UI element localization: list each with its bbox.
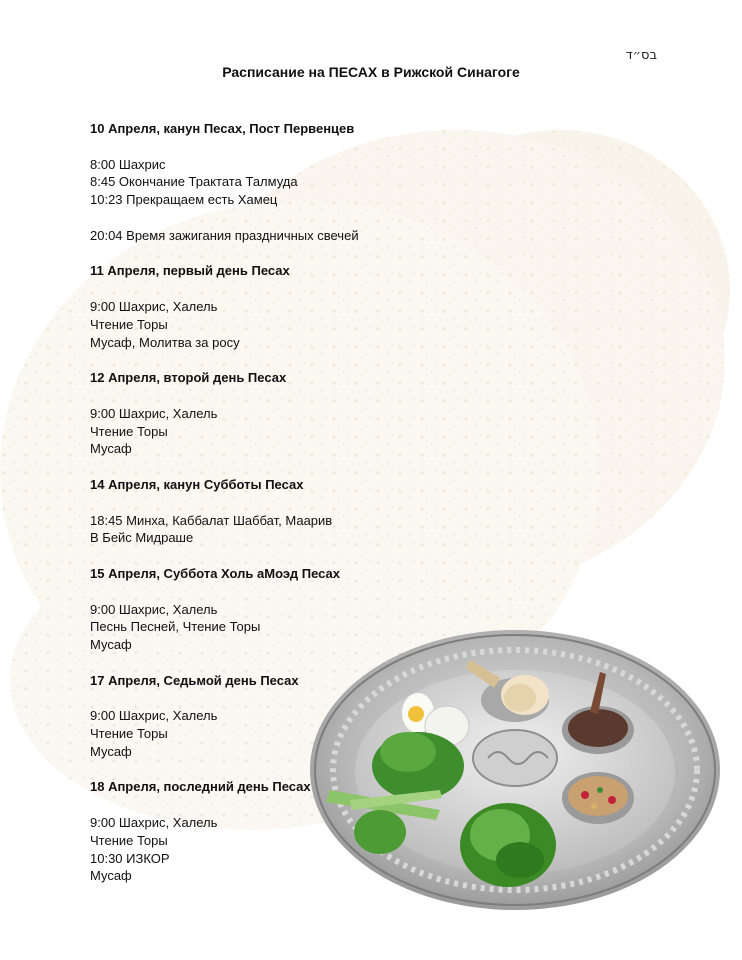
schedule-line: 9:00 Шахрис, Халель — [90, 601, 218, 617]
section-title: 18 Апреля, последний день Песах — [90, 779, 311, 795]
section-title: 10 Апреля, канун Песах, Пост Первенцев — [90, 121, 355, 136]
schedule-line: Чтение Торы — [90, 423, 168, 439]
section-title: 12 Апреля, второй день Песах — [90, 370, 287, 386]
hebrew-header-mark: בס״ד — [625, 48, 657, 63]
schedule-line: 9:00 Шахрис, Халель — [90, 815, 218, 831]
schedule-line: 8:00 Шахрис — [90, 156, 166, 172]
section-title: 14 Апреля, канун Субботы Песах — [90, 476, 304, 492]
spacer — [90, 209, 359, 227]
schedule-line: 9:00 Шахрис, Халель — [90, 405, 218, 421]
schedule-line: 20:04 Время зажигания праздничных свечей — [90, 227, 359, 243]
schedule-section — [90, 262, 359, 351]
schedule-line: В Бейс Мидраше — [90, 530, 194, 546]
schedule-line: Чтение Торы — [90, 726, 168, 742]
schedule-line: Чтение Торы — [90, 832, 168, 848]
schedule-line: 9:00 Шахрис, Халель — [90, 298, 218, 314]
schedule-line: 10:23 Прекращаем есть Хамец — [90, 192, 278, 208]
schedule-line: 9:00 Шахрис, Халель — [90, 708, 218, 724]
schedule-line: Мусаф, Молитва за росу — [90, 334, 240, 350]
schedule-section — [90, 120, 359, 245]
schedule-section — [90, 369, 359, 458]
section-title: 11 Апреля, первый день Песах — [90, 263, 290, 279]
schedule-section — [90, 476, 359, 547]
section-title: 15 Апреля, Суббота Холь аМоэд Песах — [90, 565, 340, 581]
schedule-line: Мусаф — [90, 637, 132, 653]
schedule-section — [90, 565, 359, 654]
schedule-line: 18:45 Минха, Каббалат Шаббат, Маарив — [90, 512, 333, 528]
schedule-line: Чтение Торы — [90, 316, 168, 332]
seder-plate-image — [310, 630, 720, 910]
schedule-line: 10:30 ИЗКОР — [90, 850, 170, 866]
section-title: 17 Апреля, Седьмой день Песах — [90, 672, 299, 688]
schedule-line: Мусаф — [90, 441, 132, 457]
page-title: Расписание на ПЕСАХ в Рижской Синагоге — [222, 64, 520, 80]
schedule-line: 8:45 Окончание Трактата Талмуда — [90, 174, 298, 190]
schedule-line: Мусаф — [90, 868, 132, 884]
schedule-section — [90, 778, 359, 885]
schedule-section — [90, 672, 359, 761]
schedule-line: Песнь Песней, Чтение Торы — [90, 619, 261, 635]
schedule — [90, 120, 359, 903]
schedule-line: Мусаф — [90, 743, 132, 759]
